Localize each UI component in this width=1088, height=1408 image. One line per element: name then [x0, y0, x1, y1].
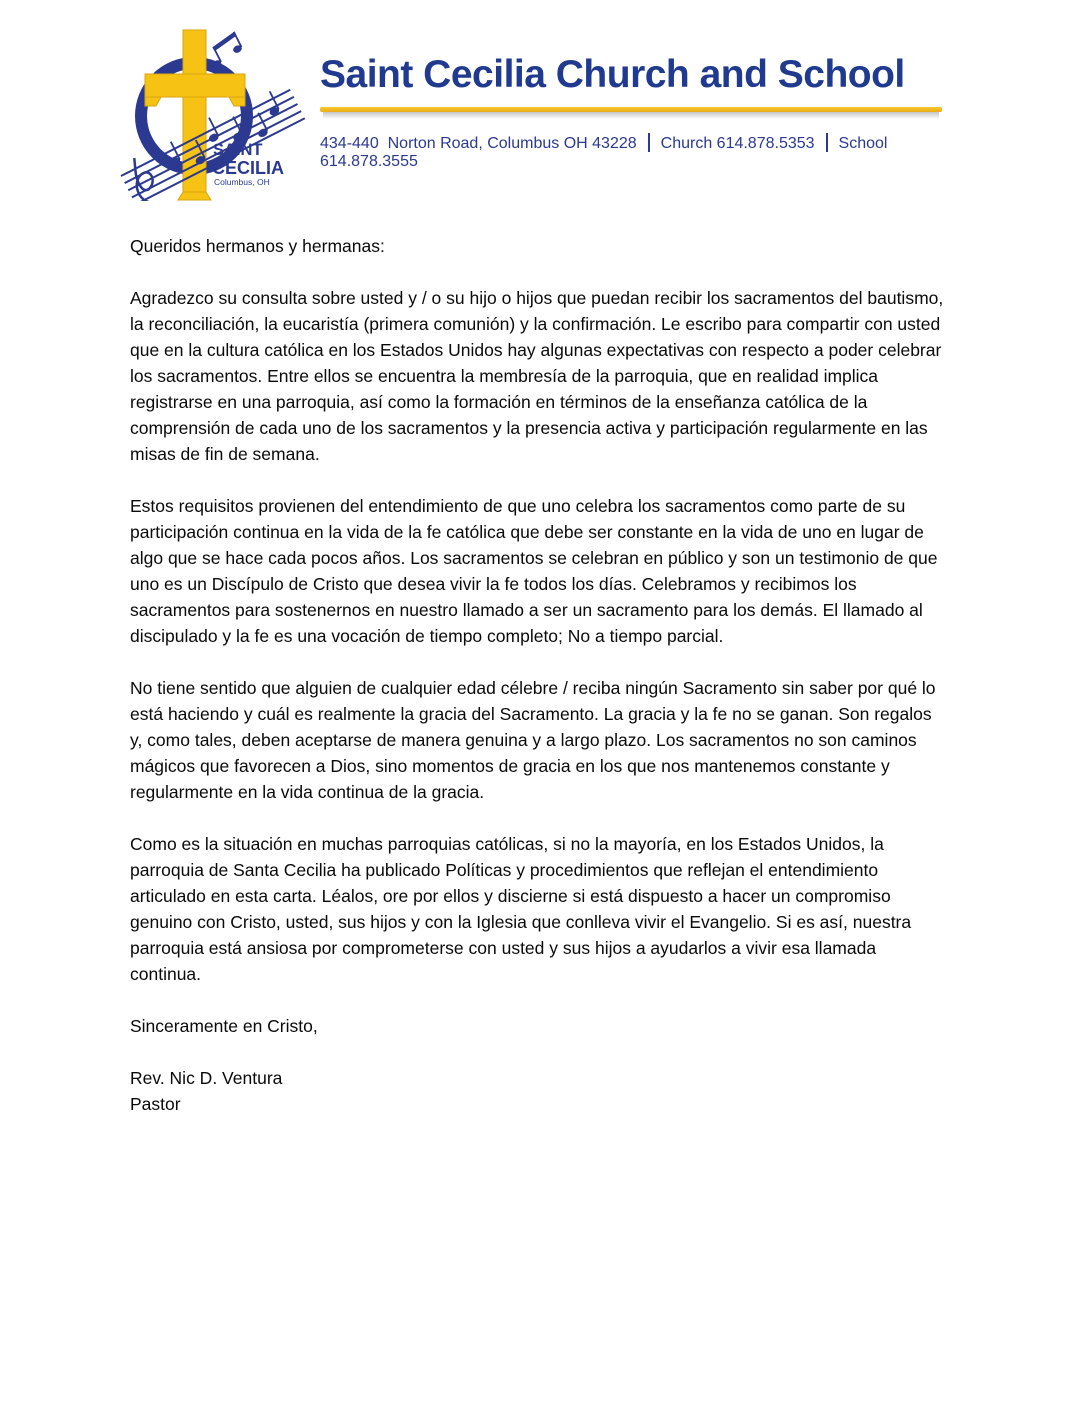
paragraph-3: No tiene sentido que alguien de cualquier edad célebre / reciba ningún Sacramento sin saber por qué lo está haciendo y cuál es realmente la gracia del Sacramento. La gracia y la fe no se ganan. Son regalos y, como tales, deben aceptarse de manera genuina y a largo plazo. Los sacramentos no son caminos mágicos que favorecen a Dios, sino momentos de gracia en los que nos mantenemos constante y regularmente en la vida continua de la gracia.: [130, 678, 936, 802]
closing: Sinceramente en Cristo,: [130, 1016, 318, 1036]
divider-shadow: [323, 112, 939, 119]
paragraph-2: Estos requisitos provienen del entendimiento de que uno celebra los sacramentos como parte de su participación continua en la vida de la fe católica que debe ser constante en la vida de uno en lugar de algo que se hace cada pocos años. Los sacramentos se celebran en público y son un testimonio de que uno es un Discípulo de Cristo que desea vivir la fe todos los días. Celebramos y recibimos los sacramentos para sostenernos en nuestro llamado a ser un sacramento para los demás. El llamado al discipulado y la fe es una vocación de tiempo completo; No a tiempo parcial.: [130, 496, 938, 646]
signature-title: Pastor: [130, 1094, 181, 1114]
page-title: Saint Cecilia Church and School: [320, 53, 905, 96]
logo-text-cecilia: CECILIA: [212, 158, 284, 178]
street-address: 434-440 Norton Road, Columbus OH 43228: [320, 135, 637, 152]
church-logo: [113, 24, 320, 201]
letter-body: [130, 233, 948, 1117]
church-phone: Church 614.878.5353: [660, 135, 815, 152]
paragraph-1: Agradezco su consulta sobre usted y / o su hijo o hijos que puedan recibir los sacramentos del bautismo, la reconciliación, la eucaristía (primera comunión) y la confirmación. Le escribo para compartir con usted que en la cultura católica en los Estados Unidos hay algunas expectativas con respecto a poder celebrar los sacramentos. Entre ellos se encuentra la membresía de la parroquia, que en realidad implica registrarse en una parroquia, así como la formación en términos de la enseñanza católica de la comprensión de cada uno de los sacramentos y la presencia activa y participación regularmente en las misas de fin de semana.: [130, 288, 944, 464]
cross-with-music-staff-icon: [113, 24, 320, 201]
separator-bar-icon: [648, 133, 650, 152]
salutation: Queridos hermanos y hermanas:: [130, 236, 385, 256]
separator-bar-icon: [826, 133, 828, 152]
address-line: [320, 133, 942, 171]
paragraph-4: Como es la situación en muchas parroquias católicas, si no la mayoría, en los Estados Unidos, la parroquia de Santa Cecilia ha publicado Políticas y procedimientos que reflejan el entendimiento articulado en esta carta. Léalos, ore por ellos y discierne si está dispuesto a hacer un compromiso genuino con Cristo, usted, sus hijos y con la Iglesia que conlleva vivir el Evangelio. Si es así, nuestra parroquia está ansiosa por comprometerse con usted y sus hijos a ayudarlos a vivir esa llamada continua.: [130, 834, 912, 984]
letterhead-text: [320, 52, 942, 171]
signature-name: Rev. Nic D. Ventura: [130, 1068, 283, 1088]
school-phone: School 614.878.3555: [320, 135, 892, 170]
logo-text-columbus: Columbus, OH: [214, 177, 270, 187]
logo-text-saint: SAINT: [213, 141, 263, 159]
